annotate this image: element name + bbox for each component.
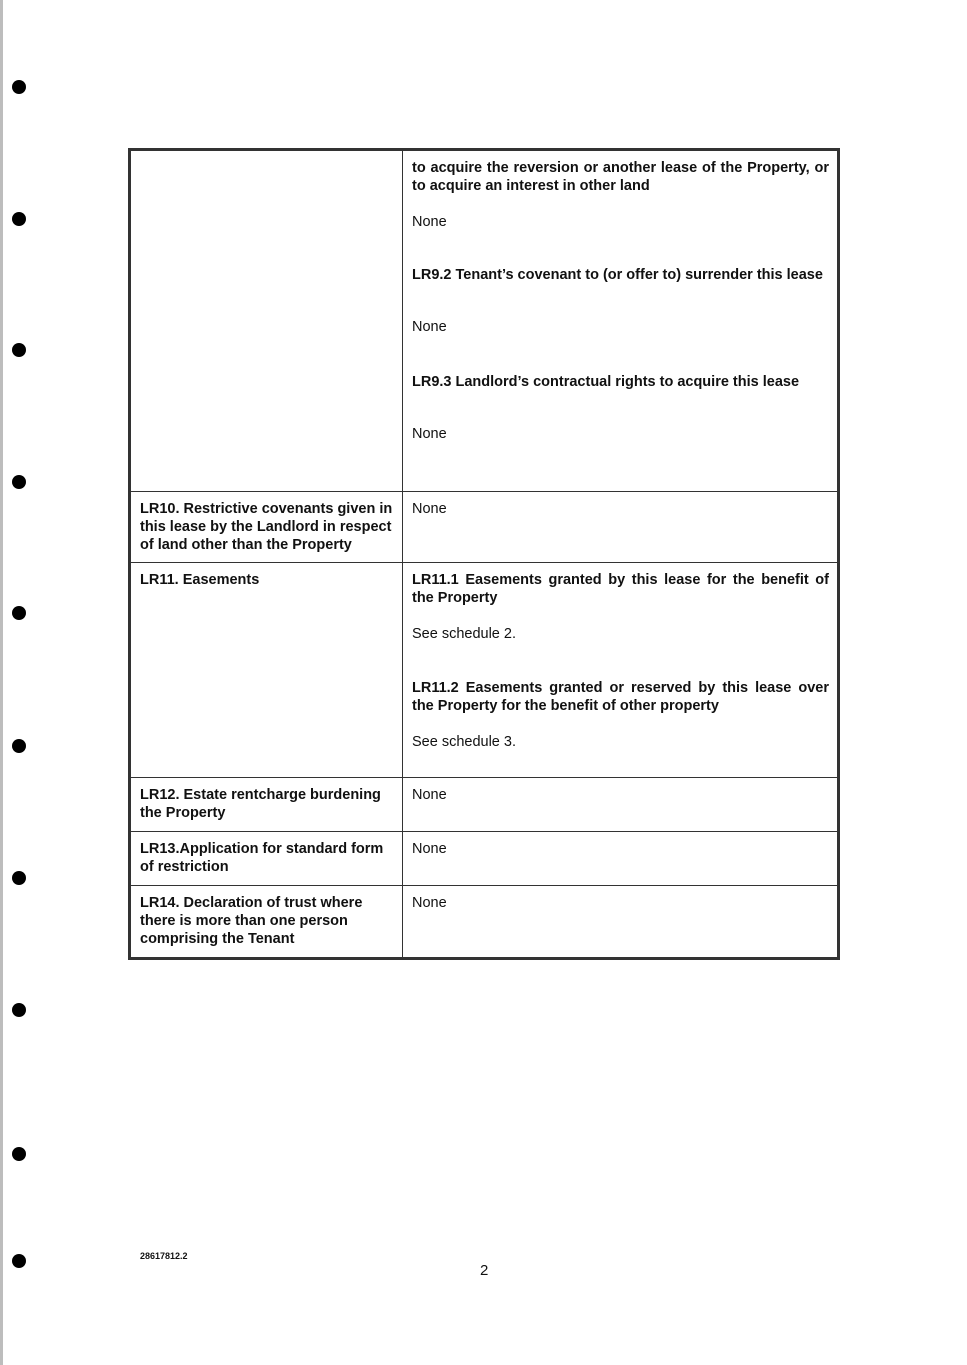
punch-hole <box>12 739 26 753</box>
lr9-3-heading: LR9.3 Landlord’s contractual rights to acquire this lease <box>412 374 800 390</box>
lr11-1-value: See schedule 2. <box>412 626 516 642</box>
table-row <box>130 563 839 778</box>
table-row <box>130 886 839 959</box>
punch-hole <box>12 1003 26 1017</box>
lease-particulars-table <box>128 148 840 960</box>
lr9-3-value: None <box>412 426 447 442</box>
lr14-label: LR14. Declaration of trust where there is more than one person comprising the Tenant <box>130 886 403 959</box>
lr11-2-value: See schedule 3. <box>412 734 516 750</box>
lr11-1-heading: LR11.1 Easements granted by this lease for the benefit of the Property <box>412 572 829 606</box>
table-row <box>130 832 839 886</box>
table-row <box>130 150 839 492</box>
punch-hole <box>12 475 26 489</box>
punch-hole <box>12 606 26 620</box>
lr9-2-value: None <box>412 319 447 335</box>
lr14-value: None <box>403 886 839 959</box>
lr13-value: None <box>403 832 839 886</box>
value-cell <box>403 150 839 492</box>
punch-hole <box>12 871 26 885</box>
label-cell <box>130 150 403 492</box>
lr11-value-cell <box>403 563 839 778</box>
lr11-label: LR11. Easements <box>130 563 403 778</box>
lr10-label: LR10. Restrictive covenants given in this lease by the Landlord in respect of land other than the Property <box>130 492 403 563</box>
punch-hole <box>12 1254 26 1268</box>
table-row <box>130 492 839 563</box>
clause-value: None <box>412 214 447 230</box>
punch-hole <box>12 80 26 94</box>
document-reference: 28617812.2 <box>140 1251 188 1261</box>
lr12-label: LR12. Estate rentcharge burdening the Property <box>130 778 403 832</box>
page-left-edge <box>0 0 3 1365</box>
lr11-2-heading: LR11.2 Easements granted or reserved by this lease over the Property for the benefit of other property <box>412 680 829 714</box>
page-number: 2 <box>480 1262 489 1279</box>
lr10-value: None <box>403 492 839 563</box>
lr13-label: LR13.Application for standard form of restriction <box>130 832 403 886</box>
punch-hole <box>12 212 26 226</box>
punch-hole <box>12 343 26 357</box>
lr9-2-heading: LR9.2 Tenant’s covenant to (or offer to) surrender this lease <box>412 267 823 283</box>
clause-heading: to acquire the reversion or another lease of the Property, or to acquire an interest in other land <box>412 160 829 194</box>
punch-hole <box>12 1147 26 1161</box>
lr12-value: None <box>403 778 839 832</box>
table-row <box>130 778 839 832</box>
